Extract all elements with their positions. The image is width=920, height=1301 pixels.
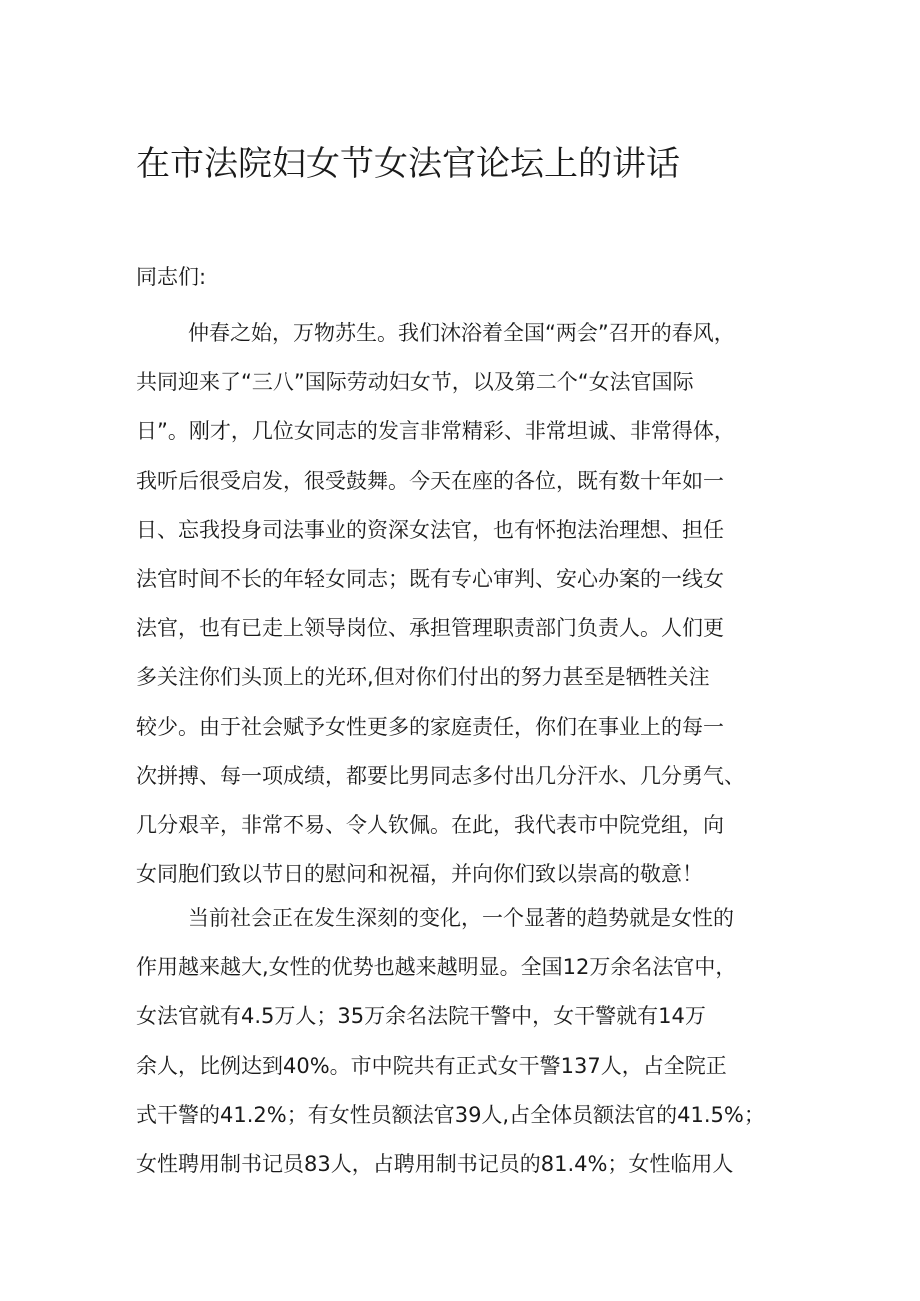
paragraph-line: 法官，也有已走上领导岗位、承担管理职责部门负责人。人们更 xyxy=(136,616,724,641)
paragraph-line: 式干警的41.2%；有女性员额法官39人,占全体员额法官的41.5%； xyxy=(136,1102,765,1127)
paragraph-2 xyxy=(136,894,796,1189)
paragraph-line: 较少。由于社会赋予女性更多的家庭责任，你们在事业上的每一 xyxy=(136,714,724,739)
paragraph-line: 女同胞们致以节日的慰问和祝福，并向你们致以崇高的敬意！ xyxy=(136,862,703,887)
paragraph-line: 作用越来越大,女性的优势也越来越明显。全国12万余名法官中， xyxy=(136,955,737,980)
paragraph-line: 几分艰辛，非常不易、令人钦佩。在此，我代表市中院党组，向 xyxy=(136,812,724,837)
paragraph-line: 日、忘我投身司法事业的资深女法官，也有怀抱法治理想、担任 xyxy=(136,517,724,542)
paragraph-line: 当前社会正在发生深刻的变化，一个显著的趋势就是女性的 xyxy=(188,906,734,930)
paragraph-line: 多关注你们头顶上的光环,但对你们付出的努力甚至是牺牲关注 xyxy=(136,665,710,690)
paragraph-1 xyxy=(136,309,796,899)
paragraph-line: 余人，比例达到40%。市中院共有正式女干警137人，占全院正 xyxy=(136,1053,727,1078)
paragraph-line: 我听后很受启发，很受鼓舞。今天在座的各位，既有数十年如一 xyxy=(136,468,724,493)
paragraph-line: 日”。刚才，几位女同志的发言非常精彩、非常坦诚、非常得体， xyxy=(136,419,735,444)
paragraph-line: 共同迎来了“三八”国际劳动妇女节，以及第二个“女法官国际 xyxy=(136,370,694,395)
document-title: 在市法院妇女节女法官论坛上的讲话 xyxy=(136,144,680,184)
paragraph-line: 次拼搏、每一项成绩，都要比男同志多付出几分汗水、几分勇气、 xyxy=(136,763,745,788)
paragraph-line: 女性聘用制书记员83人，占聘用制书记员的81.4%；女性临用人 xyxy=(136,1151,734,1176)
paragraph-line: 法官时间不长的年轻女同志；既有专心审判、安心办案的一线女 xyxy=(136,566,724,591)
paragraph-line: 女法官就有4.5万人；35万余名法院干警中，女干警就有14万 xyxy=(136,1004,706,1029)
salutation: 同志们: xyxy=(136,265,207,289)
paragraph-line: 仲春之始，万物苏生。我们沐浴着全国“两会”召开的春风， xyxy=(188,321,735,345)
